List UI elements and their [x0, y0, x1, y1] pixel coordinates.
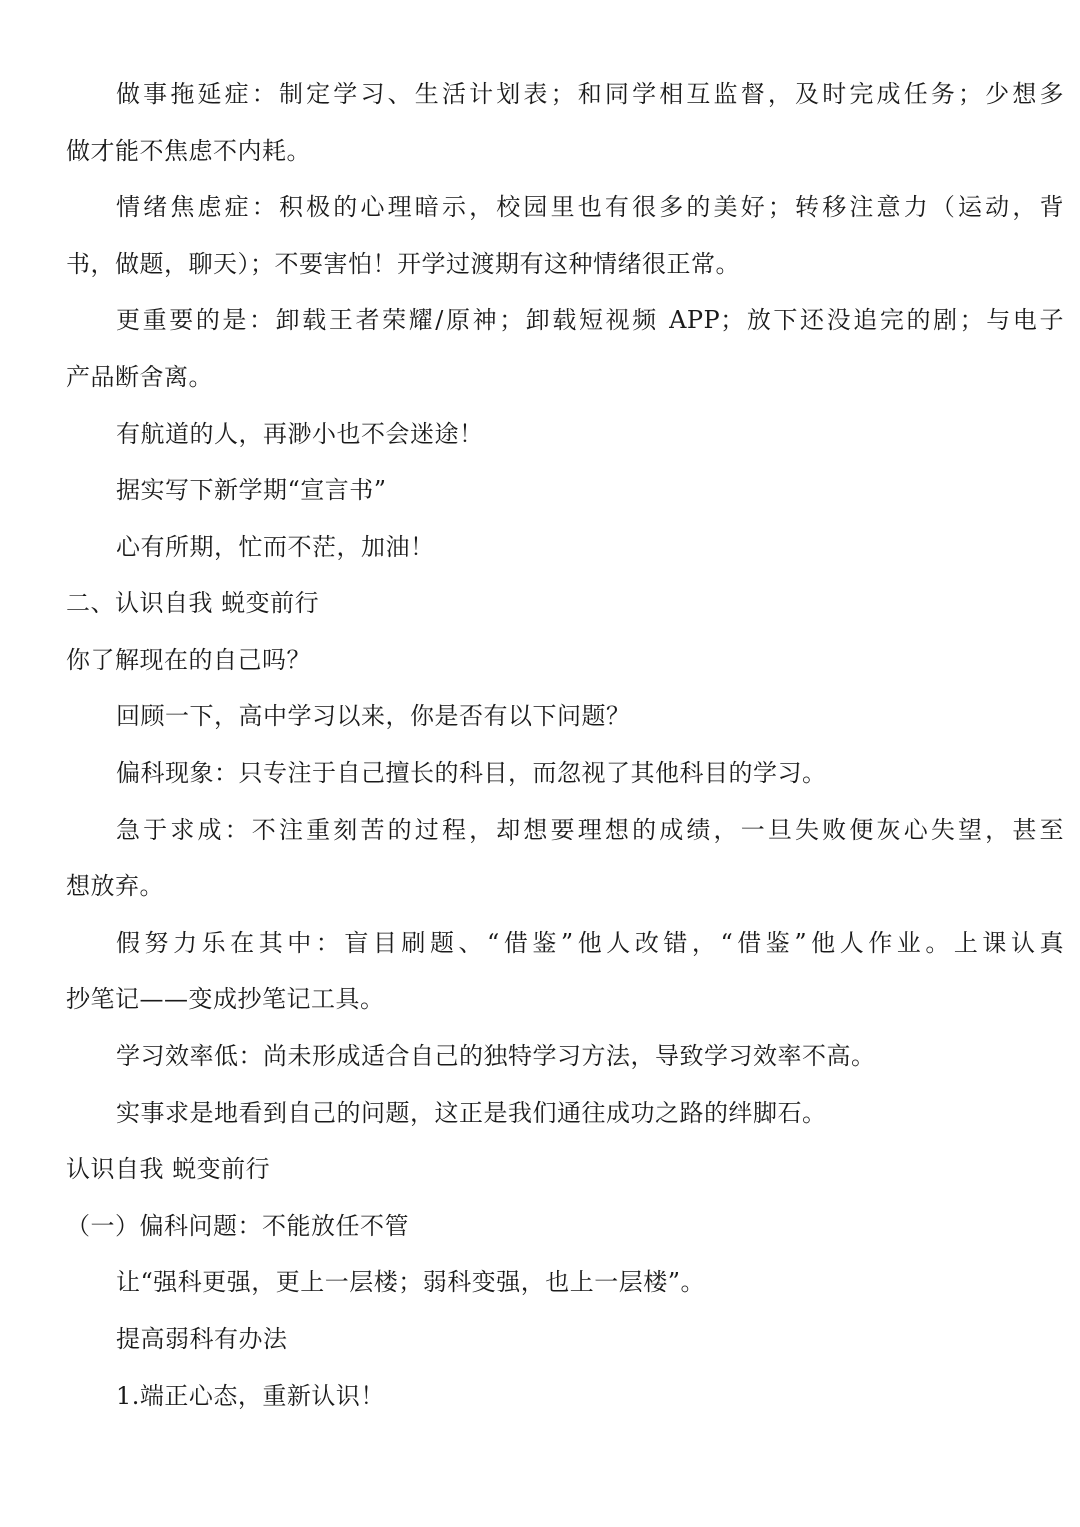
subsection-heading-1: （一）偏科问题：不能放任不管: [66, 1212, 409, 1240]
paragraph-anxiety-line-2: 书，做题，聊天）；不要害怕！开学过渡期有这种情绪很正常。: [66, 250, 740, 278]
paragraph-procrastination-line-2: 做才能不焦虑不内耗。: [66, 137, 311, 165]
paragraph-procrastination-line-1: 做事拖延症：制定学习、生活计划表；和同学相互监督，及时完成任务；少想多: [116, 80, 1064, 108]
paragraph-important-line-2: 产品断舍离。: [66, 363, 213, 391]
paragraph-fake-effort-line-2: 抄笔记——变成抄笔记工具。: [66, 985, 385, 1013]
paragraph-encourage: 心有所期，忙而不茫，加油！: [116, 533, 435, 561]
paragraph-realistic: 实事求是地看到自己的问题，这正是我们通往成功之路的绊脚石。: [116, 1099, 827, 1127]
paragraph-declaration: 据实写下新学期“宣言书”: [116, 476, 387, 504]
paragraph-efficiency: 学习效率低：尚未形成适合自己的独特学习方法，导致学习效率不高。: [116, 1042, 876, 1070]
paragraph-review: 回顾一下，高中学习以来，你是否有以下问题？: [116, 702, 631, 730]
question-know-yourself: 你了解现在的自己吗？: [66, 646, 311, 674]
paragraph-haste-line-2: 想放弃。: [66, 872, 164, 900]
paragraph-anxiety-line-1: 情绪焦虑症：积极的心理暗示，校园里也有很多的美好；转移注意力（运动，背: [116, 193, 1064, 221]
paragraph-strong-weak: 让“强科更强，更上一层楼；弱科变强，也上一层楼”。: [116, 1268, 706, 1296]
paragraph-important-line-1: 更重要的是：卸载王者荣耀/原神；卸载短视频 APP；放下还没追完的剧；与电子: [116, 306, 1064, 334]
paragraph-haste-line-1: 急于求成：不注重刻苦的过程，却想要理想的成绩，一旦失败便灰心失望，甚至: [116, 816, 1064, 844]
paragraph-partiality: 偏科现象：只专注于自己擅长的科目，而忽视了其他科目的学习。: [116, 759, 827, 787]
paragraph-course: 有航道的人，再渺小也不会迷途！: [116, 420, 484, 448]
section-heading-2: 二、认识自我 蜕变前行: [66, 589, 320, 617]
subheading-know-yourself: 认识自我 蜕变前行: [66, 1155, 271, 1183]
paragraph-improve-weak: 提高弱科有办法: [116, 1325, 288, 1353]
paragraph-fake-effort-line-1: 假努力乐在其中：盲目刷题、“借鉴”他人改错，“借鉴”他人作业。上课认真: [116, 929, 1064, 957]
list-item-1: 1.端正心态，重新认识！: [116, 1382, 385, 1410]
